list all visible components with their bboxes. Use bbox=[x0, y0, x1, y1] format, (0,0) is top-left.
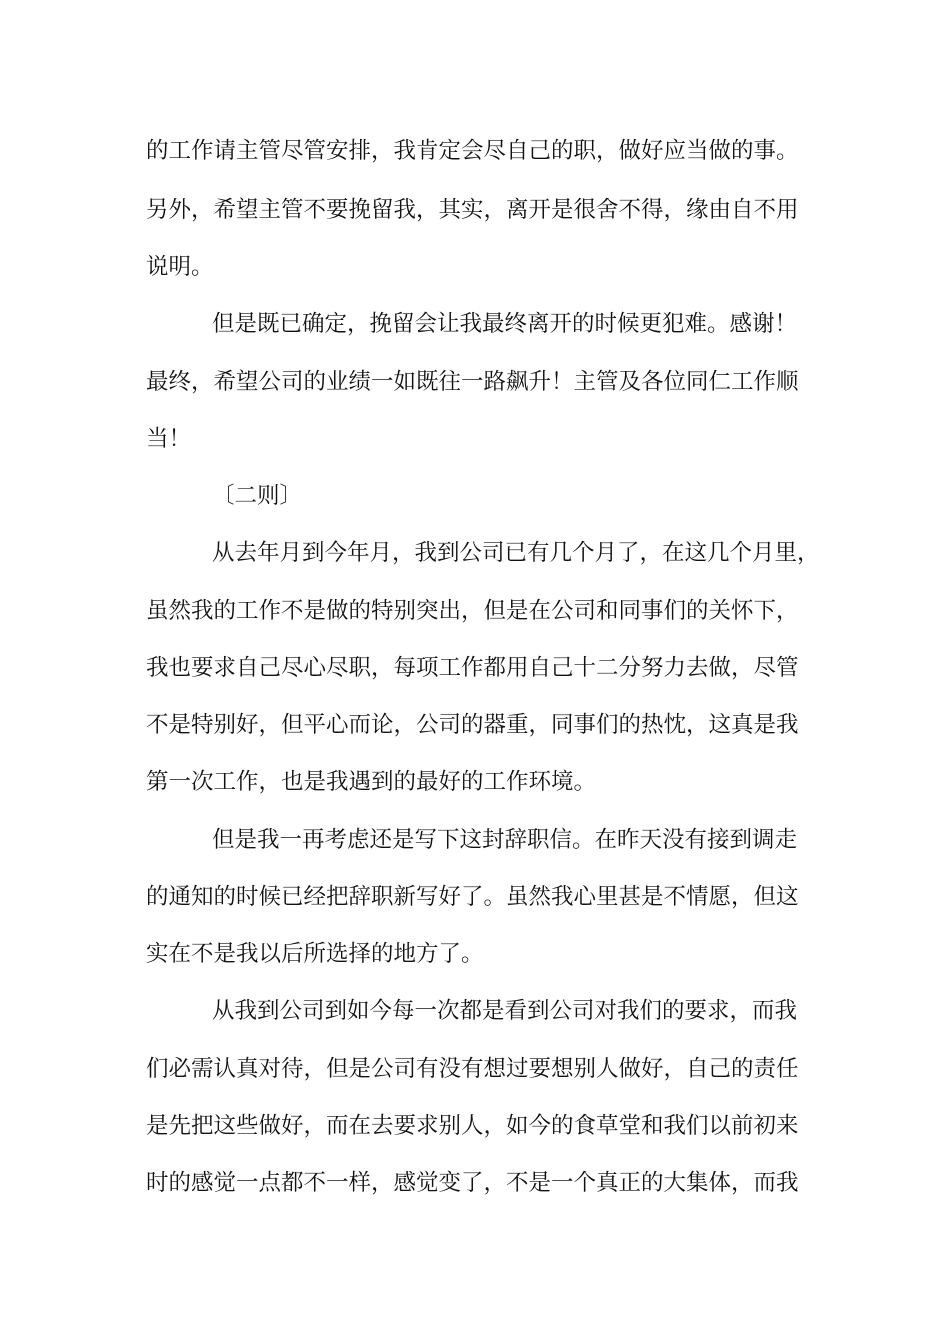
paragraph-start-line: 从我到公司到如今每一次都是看到公司对我们的要求，而我 bbox=[212, 998, 798, 1024]
text-line: 最终，希望公司的业绩一如既往一路飙升！主管及各位同仁工作顺 bbox=[146, 369, 799, 395]
text-line: 实在不是我以后所选择的地方了。 bbox=[146, 941, 484, 967]
text-line: 时的感觉一点都不一样，感觉变了，不是一个真正的大集体，而我 bbox=[146, 1170, 799, 1196]
section-heading: 〔二则〕 bbox=[212, 483, 303, 509]
text-line: 的工作请主管尽管安排，我肯定会尽自己的职，做好应当做的事。 bbox=[146, 138, 799, 164]
paragraph-start-line: 但是我一再考虑还是写下这封辞职信。在昨天没有接到调走 bbox=[212, 827, 798, 853]
paragraph-start-line: 但是既已确定，挽留会让我最终离开的时候更犯难。感谢！ bbox=[212, 311, 798, 337]
text-line: 们必需认真对待，但是公司有没有想过要想别人做好，自己的责任 bbox=[146, 1056, 799, 1082]
text-line: 不是特别好，但平心而论，公司的器重，同事们的热忱，这真是我 bbox=[146, 712, 799, 738]
text-line: 我也要求自己尽心尽职，每项工作都用自己十二分努力去做，尽管 bbox=[146, 655, 799, 681]
text-line: 另外，希望主管不要挽留我，其实，离开是很舍不得，缘由自不用 bbox=[146, 197, 799, 223]
text-line: 第一次工作，也是我遇到的最好的工作环境。 bbox=[146, 769, 597, 795]
text-line: 的通知的时候已经把辞职新写好了。虽然我心里甚是不情愿，但这 bbox=[146, 884, 799, 910]
text-line: 当！ bbox=[146, 426, 192, 452]
paragraph-start-line: 从去年月到今年月，我到公司已有几个月了，在这几个月里， bbox=[212, 540, 820, 566]
text-line: 说明。 bbox=[146, 254, 214, 280]
text-line: 是先把这些做好，而在去要求别人，如今的食草堂和我们以前初来 bbox=[146, 1113, 799, 1139]
text-line: 虽然我的工作不是做的特别突出，但是在公司和同事们的关怀下， bbox=[146, 598, 799, 624]
